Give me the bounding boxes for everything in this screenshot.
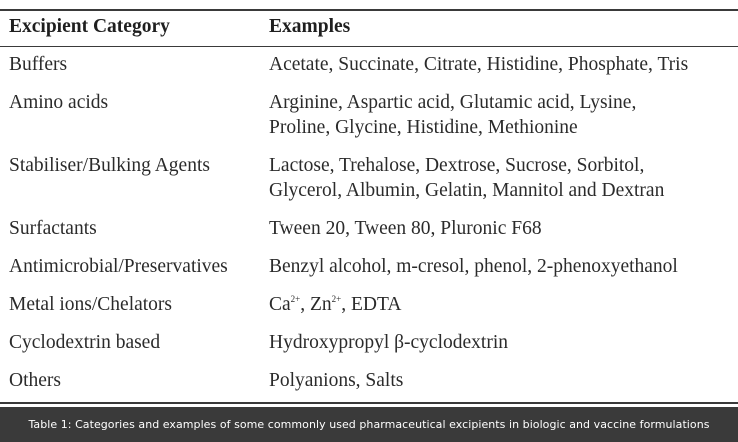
row-buffers-examples: Acetate, Succinate, Citrate, Histidine, Phosphate, Tris [269,54,689,75]
row-cyclodextrin-category: Cyclodextrin based [9,332,161,353]
zinc-charge: 2+ [331,294,342,304]
row-metal-ions-category: Metal ions/Chelators [9,294,173,315]
row-stabiliser-examples-line1: Lactose, Trehalose, Dextrose, Sucrose, Sorbitol, [269,155,645,176]
row-antimicrobial-category: Antimicrobial/Preservatives [9,256,228,277]
table-caption-bar [0,407,738,442]
row-metal-ions-examples [269,293,401,317]
table-top-rule [0,9,738,11]
table-header-rule [0,46,738,47]
calcium-charge: 2+ [290,294,301,304]
row-amino-acids-examples-line2: Proline, Glycine, Histidine, Methionine [269,117,578,138]
row-amino-acids-examples-line1: Arginine, Aspartic acid, Glutamic acid, Lysine, [269,92,637,113]
calcium-symbol: Ca [269,294,291,315]
row-amino-acids-category: Amino acids [9,92,109,113]
row-stabiliser-examples-line2: Glycerol, Albumin, Gelatin, Mannitol and Dextran [269,180,665,201]
table-bottom-rule [0,402,738,404]
row-surfactants-examples: Tween 20, Tween 80, Pluronic F68 [269,218,542,239]
row-stabiliser-category: Stabiliser/Bulking Agents [9,155,210,176]
edta-label: EDTA [351,294,402,315]
separator: , [341,294,351,315]
row-others-examples: Polyanions, Salts [269,370,404,391]
header-excipient-category: Excipient Category [9,16,170,37]
header-examples: Examples [269,16,351,37]
separator: , [300,294,310,315]
table-caption: Table 1: Categories and examples of some commonly used pharmaceutical excipients in biologic and vaccine formulations [28,418,710,431]
row-surfactants-category: Surfactants [9,218,97,239]
row-antimicrobial-examples: Benzyl alcohol, m-cresol, phenol, 2-phenoxyethanol [269,256,678,277]
zinc-symbol: Zn [310,294,332,315]
row-cyclodextrin-examples: Hydroxypropyl β-cyclodextrin [269,332,508,353]
row-others-category: Others [9,370,61,391]
row-buffers-category: Buffers [9,54,68,75]
